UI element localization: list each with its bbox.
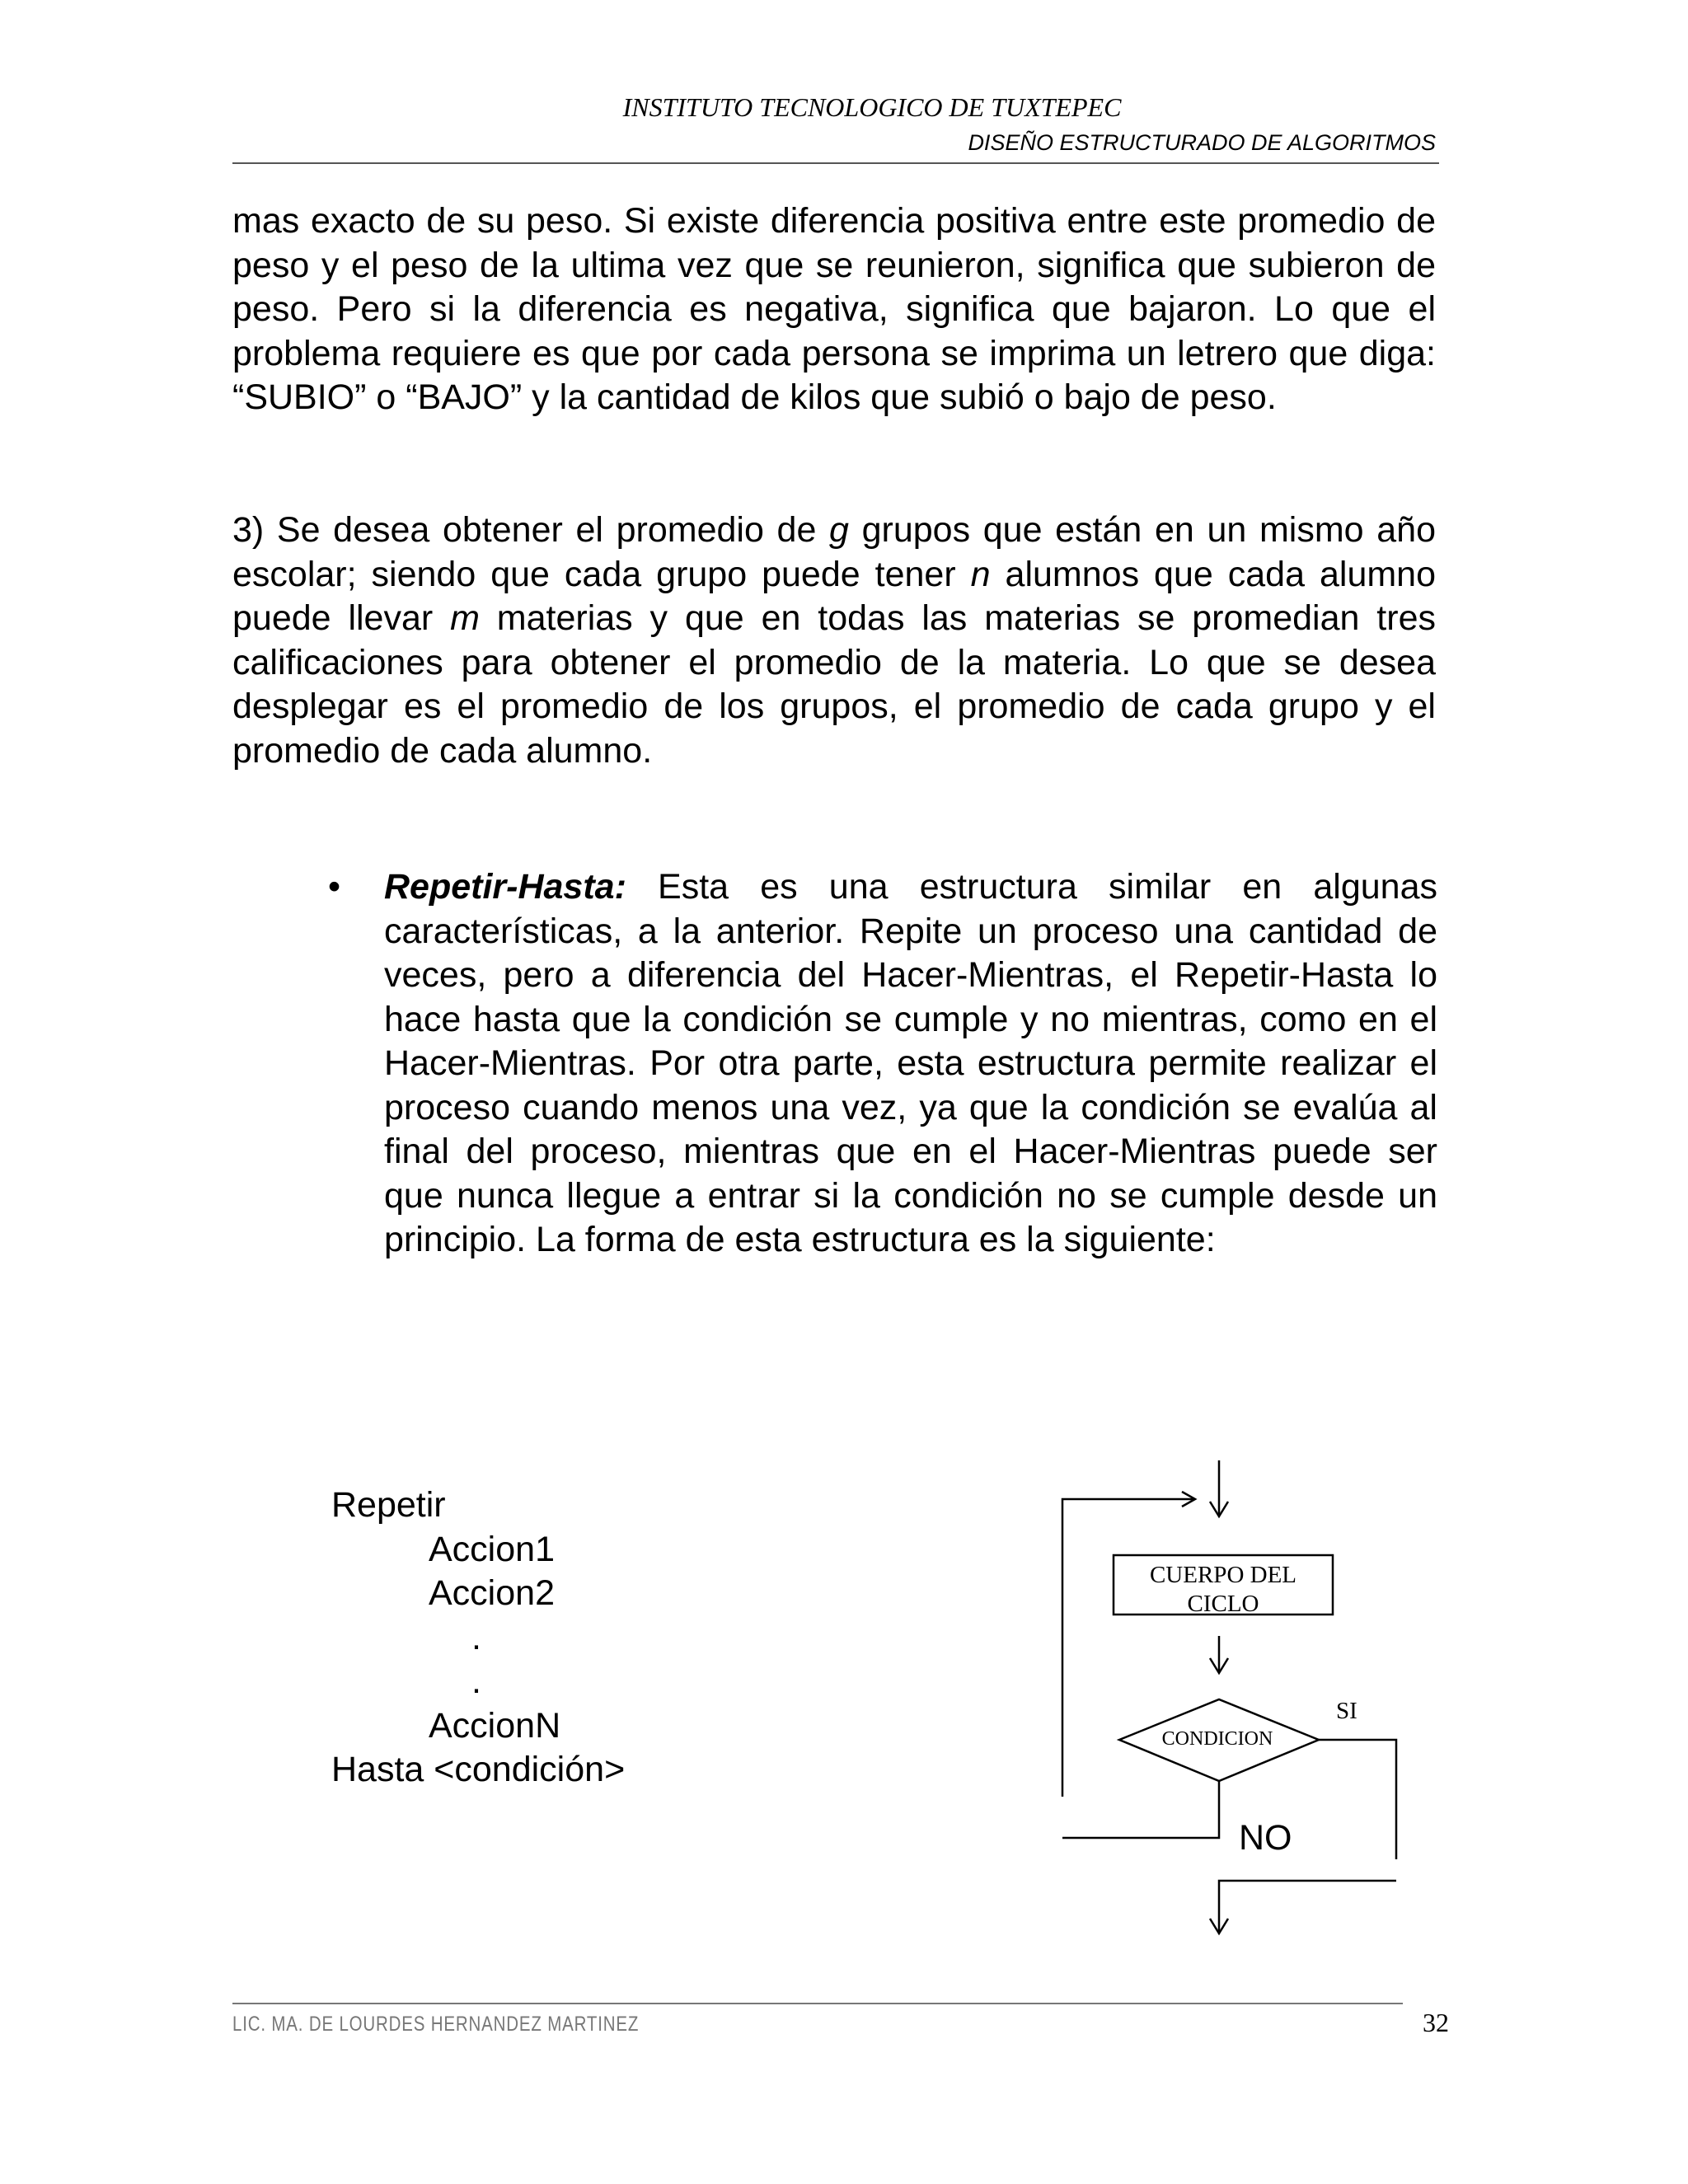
p2-part-a: 3) Se desea obtener el promedio de: [232, 510, 830, 550]
yes-label: SI: [1336, 1698, 1357, 1724]
bullet-icon: •: [328, 867, 341, 907]
var-g: g: [829, 510, 849, 550]
bullet-term: Repetir-Hasta:: [384, 867, 626, 907]
page-number: 32: [1423, 2008, 1449, 2037]
header-institution: INSTITUTO TECNOLOGICO DE TUXTEPEC: [622, 92, 1122, 122]
code-line-accion2: Accion2: [429, 1573, 555, 1613]
code-line-repetir: Repetir: [331, 1485, 446, 1525]
no-label: NO: [1239, 1818, 1292, 1858]
paragraph-weight-problem: mas exacto de su peso. Si existe diferencia positiva entre este promedio de peso y el peso de la ultima vez que se reunieron, significa que subieron de peso. Pero si la diferencia es negativa, significa que bajaron. Lo que el problema requiere es que por cada persona se imprima un letrero que diga: “SUBIO” o “BAJO” y la cantidad de kilos que subió o bajo de peso.: [232, 201, 1436, 417]
footer-rule: [232, 2003, 1403, 2004]
condition-label: CONDICION: [1161, 1728, 1273, 1750]
p2-part-b: grupos que están en un mismo año escolar; siendo que cada grupo puede tener: [232, 510, 1436, 594]
yes-branch-line: [1319, 1740, 1396, 1859]
process-label-line1: CUERPO DEL: [1149, 1562, 1297, 1588]
no-branch-line: [1062, 1781, 1219, 1838]
code-line-accion1: Accion1: [429, 1529, 555, 1569]
p2-part-d: materias y que en todas las materias se promedian tres calificaciones para obtener el promedio de la materia. Lo que se desea desplegar es el promedio de los grupos, el promedio de cada grupo y el promedio de cada alumno.: [232, 598, 1436, 771]
code-line-dot: .: [471, 1661, 481, 1701]
exit-line: [1219, 1881, 1396, 1933]
process-label-line2: CICLO: [1187, 1591, 1259, 1617]
code-line-hasta: Hasta <condición>: [331, 1750, 626, 1789]
code-line-accionN: AccionN: [429, 1705, 561, 1746]
code-line-dot: .: [471, 1617, 481, 1657]
var-m: m: [450, 598, 480, 638]
header-course: DISEÑO ESTRUCTURADO DE ALGORITMOS: [968, 130, 1436, 155]
loop-back-line: [1062, 1499, 1195, 1797]
var-n: n: [970, 554, 991, 594]
footer-author: LIC. MA. DE LOURDES HERNANDEZ MARTINEZ: [232, 2013, 640, 2036]
bullet-description: Esta es una estructura similar en algunas características, a la anterior. Repite un proceso una cantidad de veces, pero a diferencia del Hacer-Mientras, el Repetir-Hasta lo hace hasta que la condición se cumple y no mientras, como en el Hacer-Mientras. Por otra parte, esta estructura permite realizar el proceso cuando menos una vez, ya que la condición se evalúa al final del proceso, mientras que en el Hacer-Mientras puede ser que nunca llegue a entrar si la condición no se cumple desde un principio. La forma de esta estructura es la siguiente:: [384, 867, 1437, 1259]
p2-part-c: alumnos que cada alumno puede llevar: [232, 554, 1437, 638]
